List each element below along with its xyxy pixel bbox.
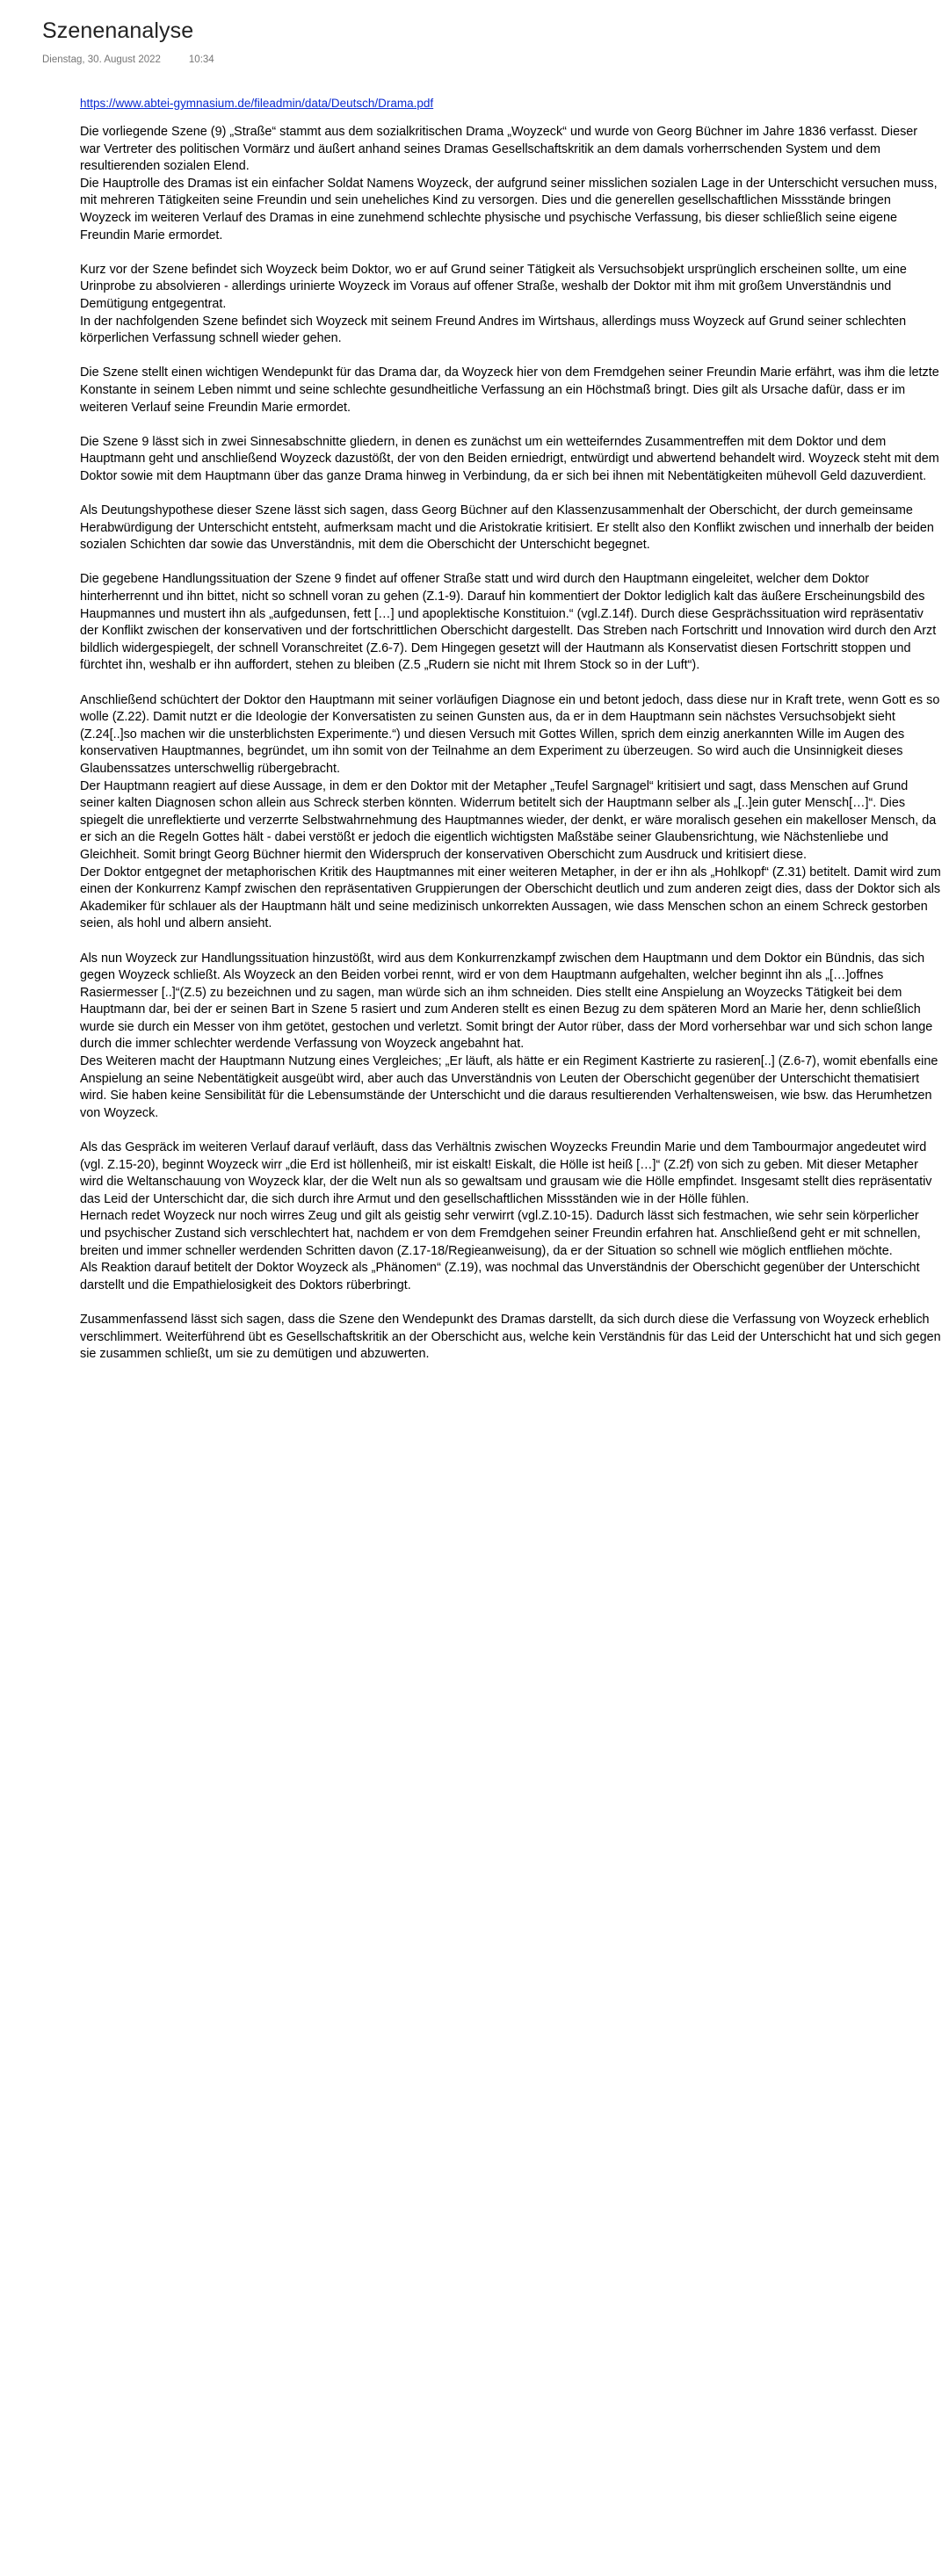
- source-link[interactable]: https://www.abtei-gymnasium.de/fileadmin/data/Deutsch/Drama.pdf: [80, 97, 434, 110]
- paragraph-line: Die Szene stellt einen wichtigen Wendepunkt für das Drama dar, da Woyzeck hier von dem Fremdgehen seiner Freundin Marie erfährt, was ihm die letzte Konstante in seinem Leben nimmt und seine schlechte gesundheitliche Verfassung an ein Höchstmaß bringt. Dies gilt als Ursache dafür, dass er im weiteren Verlauf seine Freundin Marie ermordet.: [80, 365, 939, 415]
- paragraph-line: Die Hauptrolle des Dramas ist ein einfacher Soldat Namens Woyzeck, der aufgrund seiner misslichen sozialen Lage in der Unterschicht versuchen muss, mit mehreren Tätigkeiten seine Freundin und sein uneheliches Kind zu versorgen. Dies und die generellen gesellschaftlichen Missstände bringen Woyzeck im weiteren Verlauf des Dramas in eine zunehmend schlechte physische und psychische Verfassung, bis dieser schließlich seine eigene Freundin Marie ermordet.: [80, 176, 938, 242]
- paragraph-line: Der Hauptmann reagiert auf diese Aussage, in dem er den Doktor mit der Metapher „Teufel Sargnagel“ kritisiert und sagt, dass Menschen auf Grund seiner kalten Diagnosen schon allein aus Schreck sterben könnten. Widerrum betitelt sich der Hauptmann selber als „[..]ein guter Mensch[…]“. Dies spiegelt die unreflektierte und verzerrte Selbstwahrnehmung des Hauptmannes wieder, der denkt, er wäre moralisch gesehen ein makelloser Mensch, da er sich an die Regeln Gottes hält - dabei verstößt er jedoch die eigentlich wichtigsten Maßstäbe seiner Glaubensrichtung, wie Nächstenliebe und Gleichheit. Somit bringt Georg Büchner hiermit den Widerspruch der konservativen Oberschicht zum Ausdruck und kritisiert diese.: [80, 778, 937, 862]
- paragraph-list: [80, 124, 941, 1364]
- paragraph: [80, 503, 941, 554]
- page-header: [42, 16, 903, 67]
- page-title: Szenenanalyse: [42, 18, 194, 43]
- paragraph-line: Die Szene 9 lässt sich in zwei Sinnesabschnitte gliedern, in denen es zunächst um ein wetteiferndes Zusammentreffen mit dem Doktor und dem Hauptmann geht und anschließend Woyzeck dazustößt, der von den Beiden erniedrigt, entwürdigt und abwertend behandelt wird. Woyzeck steht mit dem Doktor sowie mit dem Hauptmann über das ganze Drama hinweg in Verbindung, da er sich bei ihnen mit Nebentätigkeiten mühevoll Geld dazuverdient.: [80, 434, 939, 483]
- paragraph: [80, 571, 941, 675]
- paragraph-line: Als das Gespräck im weiteren Verlauf darauf verläuft, dass das Verhältnis zwischen Woyzecks Freundin Marie und dem Tambourmajor angedeutet wird (vgl. Z.15-20), beginnt Woyzeck wirr „die Erd ist höllenheiß, mir ist eiskalt! Eiskalt, die Hölle ist heiß […]“ (Z.2f) von sich zu geben. Mit dieser Metapher wird die Weltanschauung von Woyzeck klar, der die Welt nun als so gewaltsam und grausam wie die Hölle empfindet. Insgesamt stellt dies repräsentativ das Leid der Unterschicht dar, die sich durch ihre Armut und den gesellschaftlichen Missständen wie in der Hölle fühlen.: [80, 1140, 932, 1206]
- paragraph-line: Die vorliegende Szene (9) „Straße“ stammt aus dem sozialkritischen Drama „Woyzeck“ und wurde von Georg Büchner im Jahre 1836 verfasst. Dieser war Vertreter des politischen Vormärz und äußert anhand seines Dramas Gesellschaftskritik an dem damals vorherrschenden System und dem resultierenden sozialen Elend.: [80, 125, 918, 174]
- page-meta: [42, 53, 903, 67]
- paragraph: [80, 124, 941, 244]
- paragraph-line: Als Deutungshypothese dieser Szene lässt sich sagen, dass Georg Büchner auf den Klassenzusammenhalt der Oberschicht, der durch gemeinsame Herabwürdigung der Unterschicht entsteht, aufmerksam macht und die Aristokratie kritisiert. Er stellt also den Konflikt zwischen und innerhalb der beiden sozialen Schichten dar sowie das Unverständnis, mit dem die Oberschicht der Unterschicht begegnet.: [80, 503, 934, 553]
- paragraph-line: Hernach redet Woyzeck nur noch wirres Zeug und gilt als geistig sehr verwirrt (vgl.Z.10-15). Dadurch lässt sich festmachen, wie sehr sein körperlicher und psychischer Zustand sich verschlechtert hat, nachdem er von dem Fremdgehen seiner Freundin erfahren hat. Anschließend geht er mit schnellen, breiten und immer schneller werdenden Schritten davon (Z.17-18/Regieanweisung), da er der Situation so schnell wie möglich entfliehen möchte.: [80, 1209, 921, 1258]
- paragraph-line: Zusammenfassend lässt sich sagen, dass die Szene den Wendepunkt des Dramas darstellt, da sich durch diese die Verfassung von Woyzeck erheblich verschlimmert. Weiterführend übt es Gesellschaftskritik an der Oberschicht aus, welche kein Verständnis für das Leid der Unterschicht hat und sich gegen sie zusammen schließt, um sie zu demütigen und abzuwerten.: [80, 1312, 941, 1362]
- paragraph: [80, 692, 941, 933]
- paragraph-line: Die gegebene Handlungssituation der Szene 9 findet auf offener Straße statt und wird durch den Hauptmann eingeleitet, welcher dem Doktor hinterherrennt und ihn bittet, nicht so schnell voran zu gehen (Z.1-9). Darauf hin kommentiert der Doktor lediglich kalt das äußere Erscheinungsbild des Haupmannes und mustert ihn als „aufgedunsen, fett […] und apoplektische Konstituion.“ (vgl.Z.14f). Durch diese Gesprächssituation wird repräsentativ der Konflikt zwischen der konservativen und der fortschrittlichen Oberschicht dargestellt. Das Streben nach Fortschritt und Innovation wird durch den Arzt bildlich widergespiegelt, der schnell Voranschreitet (Z.6-7). Dem Hingegen gesetzt will der Hautmann als Konservatist diesen Fortschritt stoppen und fürchtet ihn, weshalb er ihn auffordert, stehen zu bleiben (Z.5 „Rudern sie nicht mit Ihrem Stock so in der Luft“).: [80, 572, 937, 673]
- page-time: 10:34: [188, 54, 214, 65]
- paragraph-line: Als Reaktion darauf betitelt der Doktor Woyzeck als „Phänomen“ (Z.19), was nochmal das Unverständnis der Oberschicht gegenüber der Unterschicht darstellt und die Empathielosigkeit des Doktors rüberbringt.: [80, 1261, 920, 1292]
- paragraph-line: Kurz vor der Szene befindet sich Woyzeck beim Doktor, wo er auf Grund seiner Tätigkeit als Versuchsobjekt ursprünglich erscheinen sollte, um eine Urinprobe zu absolvieren - allerdings urinierte Woyzeck im Voraus auf offener Straße, weshalb der Doktor mit ihm mit großem Unverständnis und Demütigung entgegentrat.: [80, 262, 907, 311]
- page-date: Dienstag, 30. August 2022: [42, 54, 161, 65]
- paragraph: [80, 1312, 941, 1364]
- paragraph: [80, 365, 941, 416]
- note-body[interactable]: [80, 95, 941, 1380]
- paragraph: [80, 262, 941, 348]
- paragraph: [80, 951, 941, 1123]
- paragraph-line: Als nun Woyzeck zur Handlungssituation hinzustößt, wird aus dem Konkurrenzkampf zwischen dem Hauptmann und dem Doktor ein Bündnis, das sich gegen Woyzeck schließt. Als Woyzeck an den Beiden vorbei rennt, wird er von dem Hauptmann aufgehalten, welcher beginnt ihn als „[…]offnes Rasiermesser [..]“(Z.5) zu bezeichnen und zu sagen, man würde sich an ihm schneiden. Dies stellt eine Anspielung an Woyzecks Tätigkeit bei dem Hauptmann dar, bei der er seinen Bart in Szene 5 rasiert und zum Anderen stellt es einen Bezug zu dem späteren Mord an Marie her, denn schließlich wurde sie durch ein Messer von ihm getötet, gestochen und verletzt. Somit bringt der Autor rüber, dass der Mord vorhersehbar war und sich schon lange durch die immer schlechter werdende Verfassung von Woyzeck angebahnt hat.: [80, 951, 933, 1052]
- paragraph-line: In der nachfolgenden Szene befindet sich Woyzeck mit seinem Freund Andres im Wirtshaus, allerdings muss Woyzeck auf Grund seiner schlechten körperlichen Verfassung schnell wieder gehen.: [80, 314, 907, 346]
- paragraph-line: Des Weiteren macht der Hauptmann Nutzung eines Vergleiches; „Er läuft, als hätte er ein Regiment Kastrierte zu rasieren[..] (Z.6-7), womit ebenfalls eine Anspielung an seine Nebentätigkeit ausgeübt wird, aber auch das Unverständnis von Leuten der Oberschicht gegenüber der Unterschicht thematisiert wird. Sie haben keine Sensibilität für die Lebensumstände der Unterschicht und die daraus resultierenden Verhaltensweisen, wie bsw. das Herumhetzen von Woyzeck.: [80, 1054, 938, 1120]
- paragraph: [80, 434, 941, 486]
- paragraph-line: Anschließend schüchtert der Doktor den Hauptmann mit seiner vorläufigen Diagnose ein und betont jedoch, dass diese nur in Kraft trete, wenn Gott es so wolle (Z.22). Damit nutzt er die Ideologie der Konversatisten zu seinen Gunsten aus, da er in dem Hauptmann sein nächstes Versuchsobjekt sieht (Z.24[..]so machen wir die unsterblichsten Experimente.“) und diesen Versuch mit Gottes Willen, sprich dem einzig anerkannten Wille im Augen des konservativen Hauptmannes, begründet, um ihn somit von der Teilnahme an dem Experiment zu überzeugen. So wird auch die Unsinnigkeit dieses Glaubenssatzes unterschwellig rübergebracht.: [80, 692, 940, 776]
- paragraph: [80, 1140, 941, 1294]
- paragraph-line: Der Doktor entgegnet der metaphorischen Kritik des Hauptmannes mit einer weiteren Metapher, in der er ihn als „Hohlkopf“ (Z.31) betitelt. Damit wird zum einen der Konkurrenz Kampf zwischen den repräsentativen Gruppierungen der Oberschicht deutlich und zum anderen zeigt dies, dass der Doktor sich als Akademiker für schlauer als der Hauptmann hält und seine medizinisch unkorrekten Aussagen, wie dass Menschen schon an einem Schreck gestorben seien, als hohl und albern ansieht.: [80, 865, 941, 931]
